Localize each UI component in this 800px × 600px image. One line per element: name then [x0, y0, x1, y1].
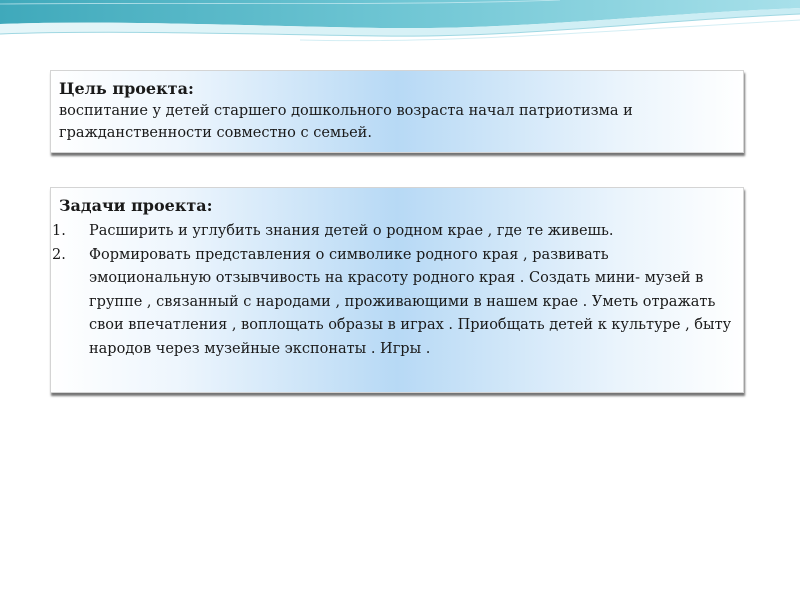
- task-item-1: [52, 220, 733, 244]
- goal-box: [50, 70, 744, 153]
- goal-text: воспитание у детей старшего дошкольного возраста начал патриотизма и гражданственности совместно с семьей.: [59, 103, 633, 141]
- task-number-1: 1.: [52, 223, 66, 239]
- task-number-2: 2.: [52, 246, 66, 263]
- tasks-box: [50, 187, 744, 393]
- task-list: [52, 220, 733, 361]
- task-text-2: Формировать представления о символике родного края , развивать эмоциональную отзывчивость на красоту родного края . Создать мини- музей в группе , связанный с народами , проживающими в нашем крае . Уметь отражать свои впечатления , воплощать образы в играх . Приобщать детей к культуре , быту народов через музейные экспонаты . Игры .: [89, 246, 732, 357]
- task-item-2: [52, 244, 733, 362]
- header-wave-decoration: [0, 0, 800, 60]
- task-text-1: Расширить и углубить знания детей о родном крае , где те живешь.: [89, 223, 614, 239]
- goal-heading: Цель проекта:: [59, 79, 194, 98]
- tasks-heading: Задачи проекта:: [59, 196, 213, 215]
